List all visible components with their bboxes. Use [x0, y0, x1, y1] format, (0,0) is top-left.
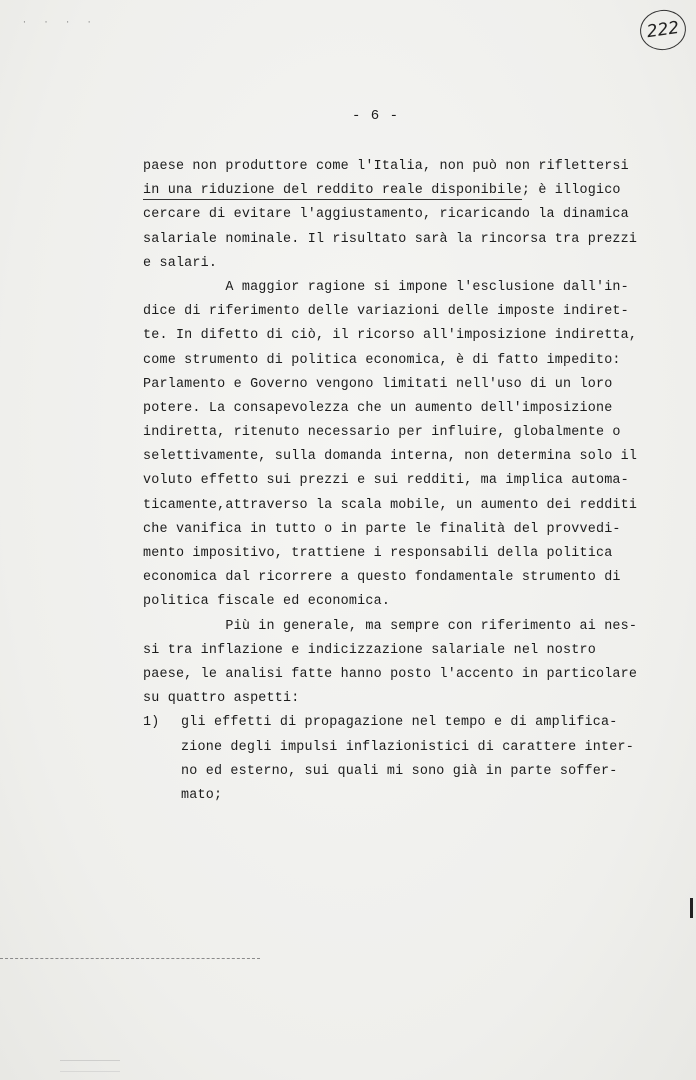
scan-artifact-edge-mark	[690, 898, 693, 918]
text-line: Parlamento e Governo vengono limitati nell'uso di un loro	[143, 376, 613, 392]
text-line: zione degli impulsi inflazionistici di carattere inter-	[181, 739, 634, 755]
text-line: politica fiscale ed economica.	[143, 594, 391, 610]
text-line: mento impositivo, trattiene i responsabili della politica	[143, 546, 613, 561]
text-line-rest: ; è illogico	[521, 183, 621, 199]
text-line: Più in generale, ma sempre con riferimento ai nes-	[143, 618, 638, 634]
text-line: indiretta, ritenuto necessario per influire, globalmente o	[143, 425, 621, 441]
text-line: come strumento di politica economica, è di fatto impedito:	[143, 352, 621, 368]
scan-speckles: · · · ·	[22, 18, 98, 27]
list-item-body	[181, 711, 643, 808]
underlined-phrase: in una riduzione del reddito reale disponibile	[143, 183, 522, 199]
text-line: selettivamente, sulla domanda interna, non determina solo il	[143, 449, 638, 465]
text-line: voluto effetto sui prezzi e sui redditi, ma implica automa-	[143, 473, 629, 489]
text-line: mato;	[181, 787, 223, 803]
document-body	[143, 155, 643, 808]
text-line: ticamente,attraverso la scala mobile, un aumento dei redditi	[143, 497, 638, 513]
list-item	[143, 711, 643, 808]
text-line: cercare di evitare l'aggiustamento, ricaricando la dinamica	[143, 207, 629, 223]
text-line: gli effetti di propagazione nel tempo e di amplifica-	[181, 715, 618, 731]
text-line: si tra inflazione e indicizzazione salariale nel nostro	[143, 642, 596, 658]
text-line: te. In difetto di ciò, il ricorso all'imposizione indiretta,	[143, 328, 638, 344]
text-line: economica dal ricorrere a questo fondamentale strumento di	[143, 570, 621, 586]
text-line: potere. La consapevolezza che un aumento dell'imposizione	[143, 400, 613, 416]
text-line: su quattro aspetti:	[143, 691, 300, 707]
paragraph-1	[143, 155, 643, 276]
list-item-number: 1)	[143, 715, 160, 731]
text-line: A maggior ragione si impone l'esclusione dall'in-	[143, 279, 629, 295]
text-line: e salari.	[143, 255, 218, 271]
page-number: - 6 -	[352, 108, 400, 124]
scan-artifact-dashed-rule	[0, 958, 260, 959]
paragraph-3	[143, 615, 643, 712]
text-line: paese non produttore come l'Italia, non può non riflettersi	[143, 159, 629, 174]
text-line: paese, le analisi fatte hanno posto l'accento in particolare	[143, 666, 638, 682]
text-line: salariale nominale. Il risultato sarà la rincorsa tra prezzi	[143, 231, 638, 247]
text-line: dice di riferimento delle variazioni delle imposte indiret-	[143, 304, 629, 320]
scan-artifact-bottom-mark	[60, 1060, 120, 1072]
archive-page-stamp	[637, 7, 688, 53]
text-line: no ed esterno, sui quali mi sono già in parte soffer-	[181, 763, 618, 779]
text-line: che vanifica in tutto o in parte le finalità del provvedi-	[143, 521, 621, 537]
stamp-number: 222	[645, 17, 681, 43]
text-line	[143, 179, 643, 203]
paragraph-2	[143, 276, 643, 615]
